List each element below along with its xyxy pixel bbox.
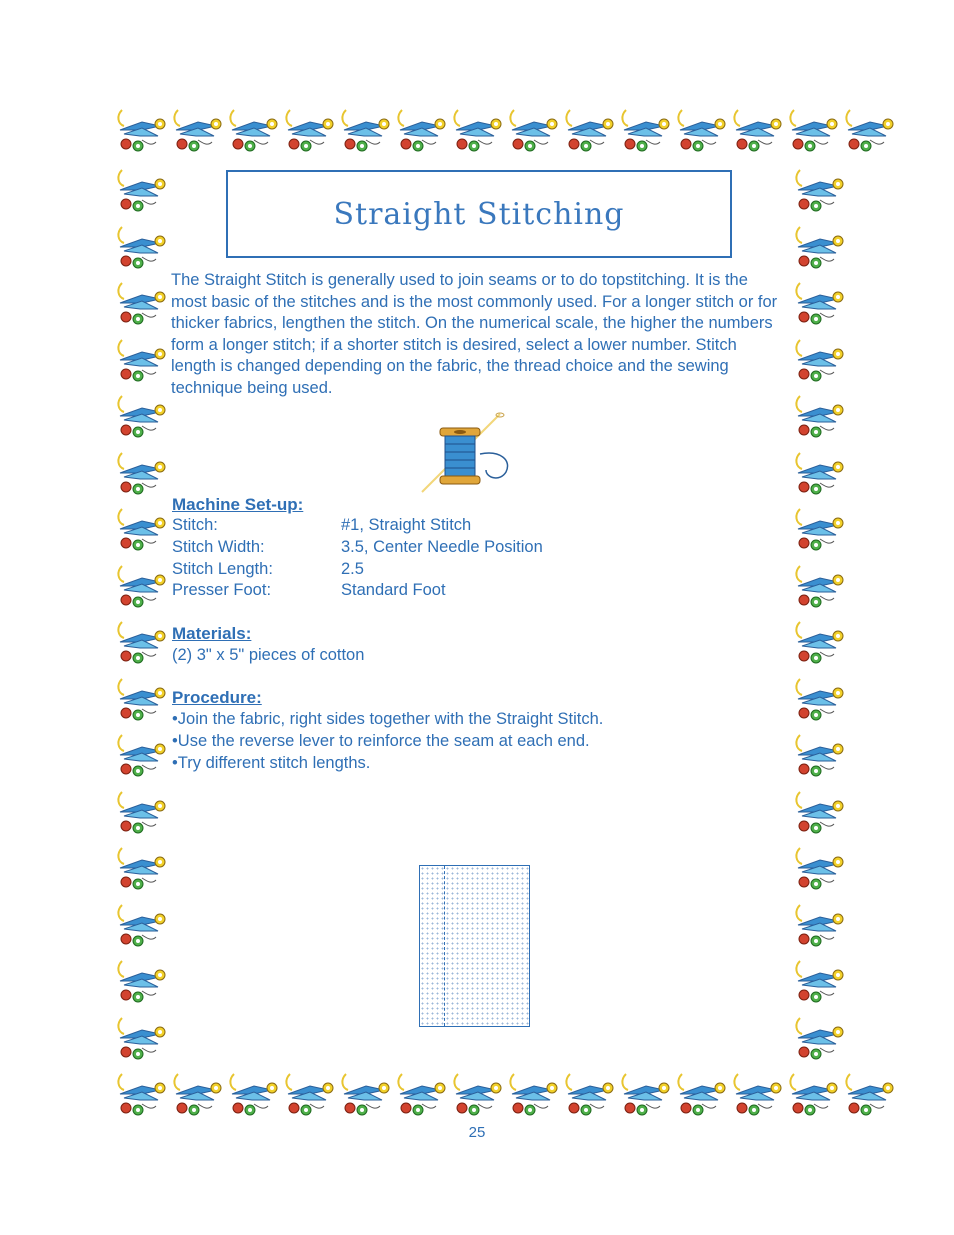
- scissors-icon: [336, 1064, 392, 1120]
- scissors-icon: [784, 1064, 840, 1120]
- title-box: [226, 170, 732, 258]
- scissors-icon: [790, 838, 846, 894]
- setup-value-stitch: #1, Straight Stitch: [341, 516, 472, 534]
- scissors-icon: [840, 1064, 896, 1120]
- bottom-border: [112, 1064, 848, 1124]
- scissors-icon: [790, 612, 846, 668]
- page-number: 25: [468, 1124, 486, 1141]
- scissors-icon: [504, 1064, 560, 1120]
- scissors-icon: [560, 100, 616, 156]
- scissors-icon: [112, 386, 168, 442]
- procedure-step: •Try different stitch lengths.: [172, 754, 371, 772]
- scissors-icon: [112, 838, 168, 894]
- scissors-icon: [112, 895, 168, 951]
- scissors-icon: [790, 951, 846, 1007]
- scissors-icon: [112, 499, 168, 555]
- left-border: [112, 160, 172, 1064]
- scissors-icon: [616, 1064, 672, 1120]
- setup-label-presser-foot: Presser Foot:: [172, 581, 272, 599]
- scissors-icon: [790, 330, 846, 386]
- scissors-icon: [112, 1064, 168, 1120]
- scissors-icon: [560, 1064, 616, 1120]
- scissors-icon: [790, 386, 846, 442]
- procedure-step: •Use the reverse lever to reinforce the seam at each end.: [172, 732, 590, 750]
- top-border: [112, 100, 848, 160]
- scissors-icon: [280, 1064, 336, 1120]
- scissors-icon: [112, 725, 168, 781]
- thread-spool-icon: [420, 410, 520, 494]
- scissors-icon: [112, 1008, 168, 1064]
- scissors-icon: [790, 782, 846, 838]
- materials-item: (2) 3" x 5" pieces of cotton: [172, 646, 365, 664]
- scissors-icon: [448, 1064, 504, 1120]
- fabric-sample-illustration: [419, 865, 530, 1027]
- scissors-icon: [112, 217, 168, 273]
- scissors-icon: [392, 100, 448, 156]
- scissors-icon: [112, 330, 168, 386]
- scissors-icon: [168, 100, 224, 156]
- scissors-icon: [280, 100, 336, 156]
- procedure-step: •Join the fabric, right sides together with the Straight Stitch.: [172, 710, 604, 728]
- setup-label-stitch-width: Stitch Width:: [172, 538, 265, 556]
- scissors-icon: [112, 782, 168, 838]
- scissors-icon: [790, 499, 846, 555]
- scissors-icon: [224, 100, 280, 156]
- setup-value-stitch-width: 3.5, Center Needle Position: [341, 538, 543, 556]
- scissors-icon: [392, 1064, 448, 1120]
- scissors-icon: [336, 100, 392, 156]
- scissors-icon: [672, 100, 728, 156]
- right-border: [790, 160, 850, 1064]
- scissors-icon: [790, 669, 846, 725]
- scissors-icon: [112, 612, 168, 668]
- scissors-icon: [112, 951, 168, 1007]
- intro-paragraph: The Straight Stitch is generally used to join seams or to do topstitching. It is the most basic of the stitches and is the most commonly used. For a longer stitch or for thicker fabrics, lengthen the stitch. On the numerical scale, the higher the numbers form a longer stitch; if a shorter stitch is desired, select a lower number. Stitch length is changed depending on the fabric, the thread choice and the sewing technique being used.: [171, 271, 778, 397]
- setup-label-stitch: Stitch:: [172, 516, 218, 534]
- scissors-icon: [790, 895, 846, 951]
- scissors-icon: [504, 100, 560, 156]
- scissors-icon: [112, 669, 168, 725]
- scissors-icon: [448, 100, 504, 156]
- scissors-icon: [790, 556, 846, 612]
- scissors-icon: [112, 160, 168, 216]
- scissors-icon: [224, 1064, 280, 1120]
- scissors-icon: [112, 273, 168, 329]
- scissors-icon: [790, 217, 846, 273]
- scissors-icon: [112, 556, 168, 612]
- machine-setup-heading: Machine Set-up:: [172, 495, 304, 514]
- scissors-icon: [790, 273, 846, 329]
- scissors-icon: [840, 100, 896, 156]
- scissors-icon: [168, 1064, 224, 1120]
- scissors-icon: [728, 1064, 784, 1120]
- scissors-icon: [728, 100, 784, 156]
- scissors-icon: [790, 443, 846, 499]
- scissors-icon: [790, 160, 846, 216]
- scissors-icon: [784, 100, 840, 156]
- scissors-icon: [672, 1064, 728, 1120]
- scissors-icon: [790, 725, 846, 781]
- materials-heading: Materials:: [172, 624, 252, 643]
- scissors-icon: [112, 443, 168, 499]
- setup-label-stitch-length: Stitch Length:: [172, 560, 273, 578]
- page-title: Straight Stitching: [333, 196, 625, 232]
- procedure-heading: Procedure:: [172, 688, 262, 707]
- scissors-icon: [790, 1008, 846, 1064]
- stitch-line: [444, 866, 445, 1026]
- setup-value-stitch-length: 2.5: [341, 560, 364, 578]
- setup-value-presser-foot: Standard Foot: [341, 581, 446, 599]
- scissors-icon: [112, 100, 168, 156]
- scissors-icon: [616, 100, 672, 156]
